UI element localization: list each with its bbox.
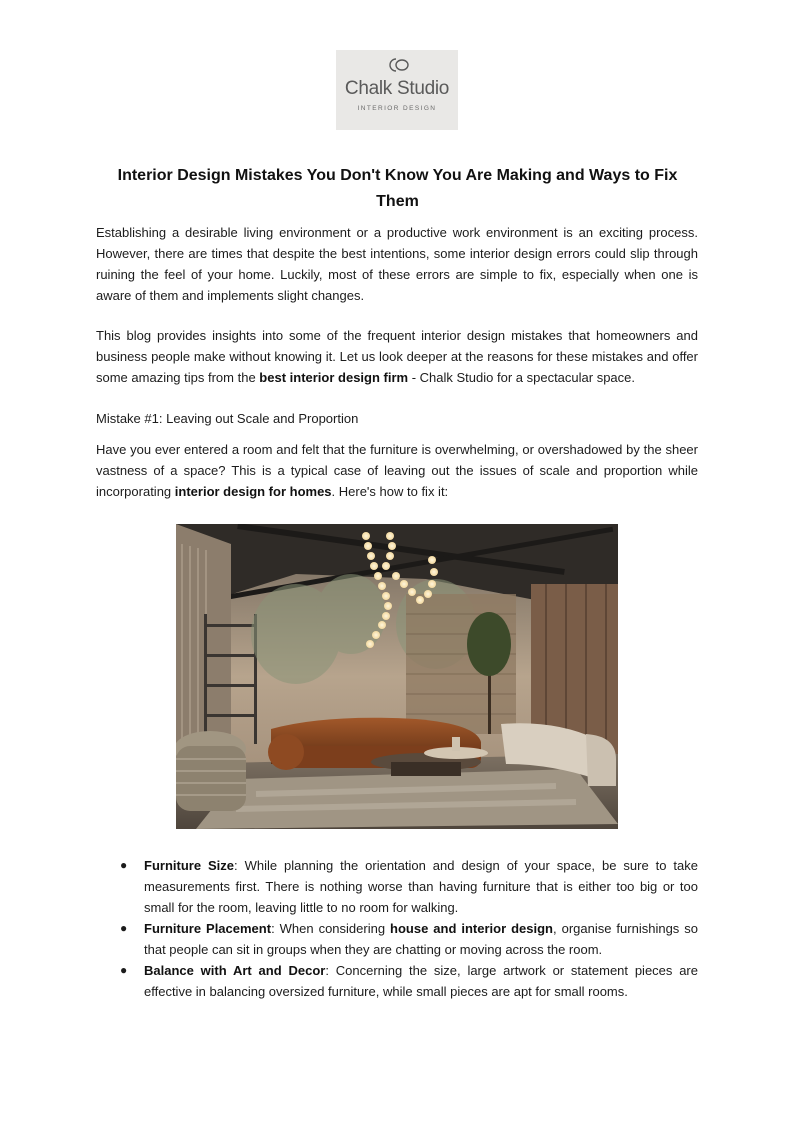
house-and-interior-design-keyword: house and interior design — [390, 921, 554, 936]
bullet-term: Furniture Placement — [144, 921, 272, 936]
para2-text-after: - Chalk Studio for a spectacular space. — [408, 370, 635, 385]
bullet-term: Balance with Art and Decor — [144, 963, 326, 978]
left-wall — [176, 524, 231, 764]
bullet-text: : While planning the orientation and design of your space, be sure to take measurements first. There is nothing worse than having furniture that is either too big or too small for the room, leaving little to no room for walking. — [144, 858, 698, 915]
intro-paragraph: Establishing a desirable living environment or a productive work environment is an exciting process. However, there are times that despite the best intentions, some interior design errors could slip through ruining the feel of your home. Luckily, most of these errors are simple to fix, especially when one is aware of them and implements slight changes. — [96, 225, 698, 303]
bullet-glyph: ● — [120, 963, 128, 977]
bullet-glyph: ● — [120, 921, 128, 935]
bullet-text: : Concerning the size, large artwork or statement pieces are effective in balancing oversized furniture, while small pieces are apt for small rooms. — [144, 963, 698, 999]
potted-plant — [467, 612, 511, 676]
para2-text-before: This blog provides insights into some of the frequent interior design mistakes that homeowners and business people make without knowing it. Let us look deeper at the reasons for these mistakes and offer some amazing tips from the — [96, 328, 698, 385]
logo — [336, 50, 458, 130]
mistake-1-paragraph — [96, 439, 698, 502]
para3-text-before: Have you ever entered a room and felt that the furniture is overwhelming, or overshadowed by the sheer vastness of a space? This is a typical case of leaving out the issues of scale and proportion while incorporating — [96, 442, 698, 499]
list-item — [120, 960, 698, 1002]
bullet-text-after: , organise furnishings so that people can sit in groups when they are chatting or moving across the room. — [144, 921, 698, 957]
infinity-loop-icon — [384, 54, 412, 76]
list-item — [120, 855, 698, 918]
bullet-glyph: ● — [120, 858, 128, 872]
fix-tips-list — [120, 855, 698, 1002]
mistake-1-heading: Mistake #1: Leaving out Scale and Proportion — [96, 411, 359, 426]
blog-overview-paragraph — [96, 325, 698, 388]
interior-design-for-homes-keyword: interior design for homes — [174, 484, 332, 499]
living-room-photo — [176, 524, 618, 829]
best-interior-design-firm-keyword: best interior design firm — [259, 370, 409, 385]
logo-tagline: INTERIOR DESIGN — [357, 105, 437, 112]
para3-text-after: . Here's how to fix it: — [331, 484, 449, 499]
page-title: Interior Design Mistakes You Don't Know You Are Making and Ways to Fix Them — [117, 167, 678, 210]
bullet-text: : When considering — [271, 921, 391, 936]
logo-brand: Chalk Studio — [344, 78, 450, 99]
list-item — [120, 918, 698, 960]
bullet-term: Furniture Size — [144, 858, 235, 873]
